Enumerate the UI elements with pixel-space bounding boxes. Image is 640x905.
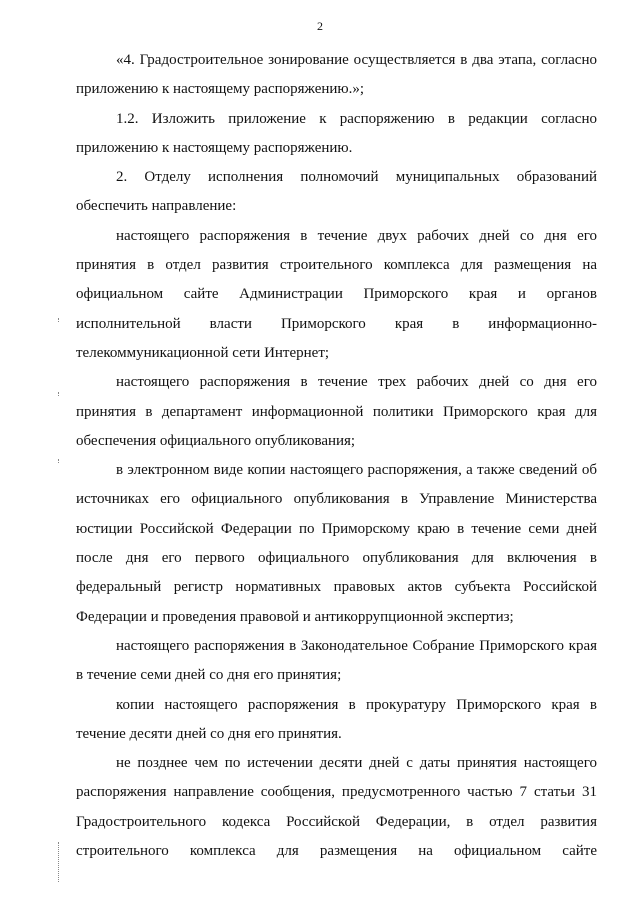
document-body [76,46,597,866]
margin-mark [58,392,60,396]
paragraph-send-website: настоящего распоряжения в течение двух рабочих дней со дня его принятия в отдел развития строительного комплекса для размещения на официальном сайте Администрации Приморского края и органов исполнительной власти Приморского края в информационно-телекоммуникационной сети Интернет; [76,227,597,361]
paragraph-send-message: не позднее чем по истечении десяти дней с даты принятия настоящего распоряжения направление сообщения, предусмотренного частью 7 статьи 31 Градостроительного кодекса Российской Федерации, в отдел развития строительного комплекса для размещения на официальном сайте [76,755,597,860]
paragraph-send-prosecutor: копии настоящего распоряжения в прокуратуру Приморского края в течение десяти дней со дня его принятия. [76,696,597,742]
paragraph-send-publication: настоящего распоряжения в течение трех рабочих дней со дня его принятия в департамент информационной политики Приморского края для обеспечения официального опубликования; [76,374,597,449]
paragraph-item-1-2: 1.2. Изложить приложение к распоряжению в редакции согласно приложению к настоящему распоряжению. [76,110,597,156]
paragraph-zoning-clause: «4. Градостроительное зонирование осуществляется в два этапа, согласно приложению к настоящему распоряжению.»; [76,52,597,98]
margin-mark [58,459,60,463]
margin-mark [58,842,60,882]
paragraph-send-ministry: в электронном виде копии настоящего распоряжения, а также сведений об источниках его официального опубликования в Управление Министерства юстиции Российской Федерации по Приморскому краю в течение семи дней после дня его первого официального опубликования для включения в федеральный регистр нормативных правовых актов субъекта Российской Федерации и проведения правовой и антикоррупционной экспертиз; [76,462,597,625]
page-number: 2 [317,19,323,33]
paragraph-send-assembly: настоящего распоряжения в Законодательное Собрание Приморского края в течение семи дней со дня его принятия; [76,637,597,684]
margin-mark [58,318,60,322]
paragraph-item-2: 2. Отделу исполнения полномочий муниципальных образований обеспечить направление: [76,169,597,215]
